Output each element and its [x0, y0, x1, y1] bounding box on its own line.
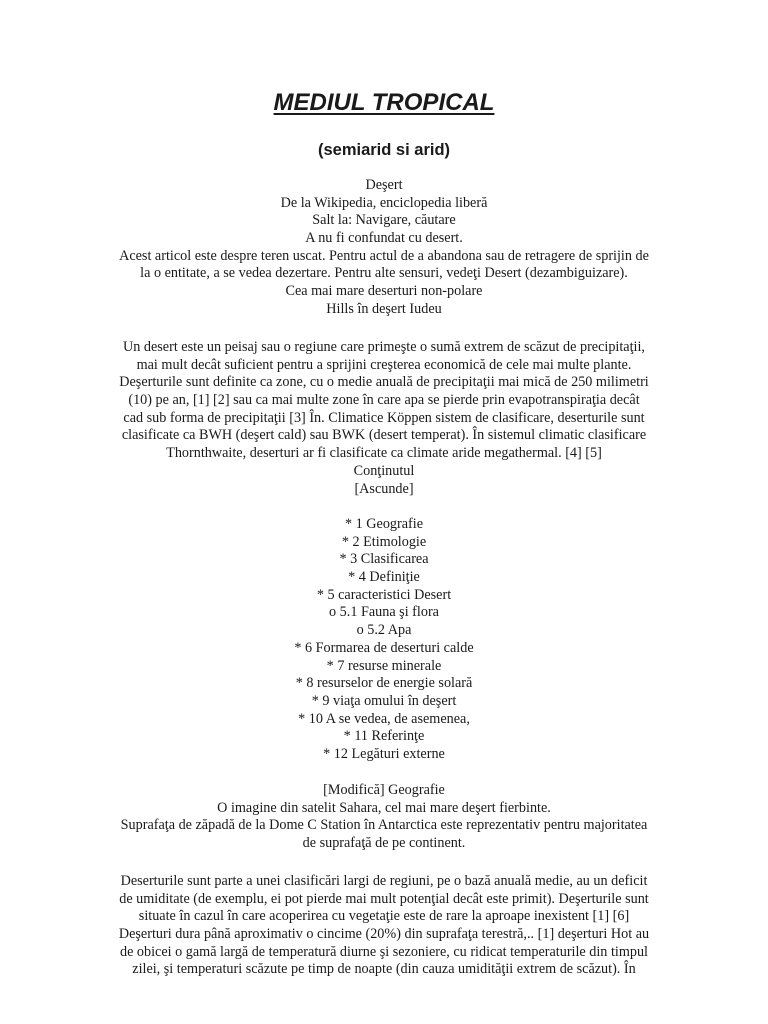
body-line: de umiditate (de exemplu, ei pot pierde mai mult potenţial decât este primit). Deşerturile sunt [119, 890, 649, 907]
toc-item: * 11 Referinţe [343, 728, 425, 745]
toc-item: * 1 Geografie [345, 516, 423, 532]
toc-item: * 3 Clasificarea [339, 551, 429, 568]
document-subtitle: (semiarid si arid) [317, 141, 451, 159]
toc-item: o 5.1 Fauna şi flora [329, 604, 439, 621]
body-line: (10) pe an, [1] [2] sau ca mai multe zone în care apa se pierde prin evapotranspiraţia decât [128, 392, 640, 409]
toc-item: * 5 caracteristici Desert [316, 586, 452, 603]
toc-item: * 10 A se vedea, de asemenea, [298, 710, 470, 727]
section-caption: de suprafaţă de pe continent. [302, 835, 466, 852]
toc-title: Conţinutul [353, 462, 415, 479]
toc-item: * 9 viaţa omului în deşert [311, 692, 457, 709]
body-line: Deşerturile sunt definite ca zone, cu o medie anuală de precipitaţii mai mică de 250 milimetri [119, 374, 649, 391]
section-caption: O imagine din satelit Sahara, cel mai mare deşert fierbinte. [217, 799, 551, 816]
toc-item: * 8 resurselor de energie solară [295, 675, 473, 692]
section-heading: [Modifică] Geografie [323, 782, 445, 798]
article-name: Deşert [365, 177, 403, 193]
body-line: Deşerturi dura până aproximativ o cincime (20%) din suprafaţa terestră,.. [1] deşerturi Hot au [118, 926, 650, 943]
image-caption-2: Hills în deşert Iudeu [326, 300, 442, 317]
section-caption: Suprafaţa de zăpadă de la Dome C Station în Antarctica este reprezentativ pentru majoritatea [120, 817, 648, 834]
article-header [82, 177, 686, 319]
body-line: clasificate ca BWH (deşert cald) sau BWK (desert temperat). În sistemul climatic clasificare [121, 427, 647, 444]
toc-item: * 7 resurse minerale [326, 657, 442, 674]
body-line: situate în cazul în care acoperirea cu vegetaţie este de rare la aproape inexistent [1] [6] [138, 908, 630, 925]
body-line: Deserturile sunt parte a unei clasificări largi de regiuni, pe o bază anuală medie, au un deficit [120, 873, 648, 889]
toc-item: o 5.2 Apa [356, 622, 412, 639]
intro-line-2: la o entitate, a se vedea dezertare. Pentru alte sensuri, vedeţi Desert (dezambiguizare). [140, 265, 628, 282]
body-line: cad sub forma de precipitaţii [3] În. Climatice Köppen sistem de clasificare, deserturile sunt [123, 409, 645, 426]
body-line: mai mult decât suficient pentru a sprijini creşterea economică de cele mai multe plante. [136, 356, 632, 373]
document-title: MEDIUL TROPICAL [273, 89, 495, 116]
body-line: Thornthwaite, deserturi ar fi clasificate ca climate aride megathermal. [4] [5] [166, 445, 602, 462]
body-line: de obicei o gamă largă de temperatură diurne şi sezoniere, cu ridicat temperaturile din timpul [119, 943, 648, 960]
toc-toggle: [Ascunde] [354, 480, 414, 497]
toc-item: * 2 Etimologie [341, 533, 427, 550]
image-caption-1: Cea mai mare deserturi non-polare [285, 283, 483, 300]
toc-item: * 6 Formarea de deserturi calde [294, 639, 474, 656]
body-line: Un desert este un peisaj sau o regiune care primeşte o sumă extrem de scăzut de precipitaţii, [123, 339, 645, 355]
article-source: De la Wikipedia, enciclopedia liberă [280, 194, 488, 211]
disambiguation-note: A nu fi confundat cu desert. [305, 230, 463, 247]
body-paragraph-2 [82, 873, 686, 979]
toc-item: * 12 Legături externe [323, 745, 445, 762]
jump-to-line: Salt la: Navigare, căutare [312, 212, 456, 229]
body-paragraph-1 [82, 339, 686, 498]
geography-section [82, 782, 686, 853]
body-line: zilei, şi temperaturi scăzute pe timp de noapte (din cauza umidităţii extrem de scăzut). În [132, 961, 636, 978]
intro-line-1: Acest articol este despre teren uscat. Pentru actul de a abandona sau de retragere de sprijin de [119, 247, 649, 264]
table-of-contents [82, 516, 686, 764]
toc-item: * 4 Definiţie [348, 569, 420, 586]
